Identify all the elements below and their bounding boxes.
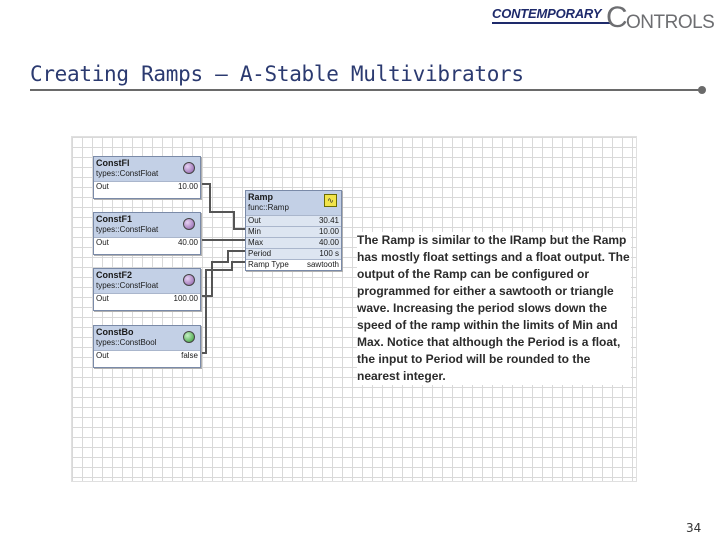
- slot-label: Out: [248, 216, 261, 225]
- slot-value: 30.41: [318, 216, 339, 225]
- slot-label: Period: [248, 249, 272, 258]
- block-padding: [94, 248, 200, 254]
- ramp-wave-icon: ∿: [324, 194, 337, 207]
- constfl-block[interactable]: [93, 156, 201, 199]
- logo-top-text: CONTEMPORARY: [492, 6, 602, 21]
- purple-dot-icon: [183, 218, 195, 230]
- purple-dot-icon: [183, 162, 195, 174]
- block-header: [94, 269, 200, 293]
- block-padding: [94, 361, 200, 367]
- slot-min[interactable]: [246, 226, 341, 237]
- ramp-block[interactable]: [245, 190, 342, 271]
- slot-out[interactable]: [94, 293, 200, 304]
- block-name: ConstF1: [96, 214, 132, 224]
- slot-label: Ramp Type: [248, 260, 289, 269]
- block-header: [94, 157, 200, 181]
- block-type: types::ConstFloat: [96, 225, 159, 234]
- block-type: types::ConstFloat: [96, 169, 159, 178]
- slot-out[interactable]: [246, 215, 341, 226]
- purple-dot-icon: [183, 274, 195, 286]
- slot-out[interactable]: [94, 181, 200, 192]
- block-type: func::Ramp: [248, 203, 289, 212]
- logo-c-letter: C: [606, 1, 628, 34]
- slot-period[interactable]: [246, 248, 341, 259]
- block-header: [246, 191, 341, 215]
- slot-value: 10.00: [318, 227, 339, 236]
- block-name: ConstBo: [96, 327, 134, 337]
- green-dot-icon: [183, 331, 195, 343]
- block-type: types::ConstFloat: [96, 281, 159, 290]
- logo-rest-text: ONTROLS: [626, 12, 715, 33]
- slot-value: false: [181, 351, 198, 360]
- slot-value: 40.00: [318, 238, 339, 247]
- block-padding: [94, 192, 200, 198]
- slot-label: Out: [96, 182, 109, 191]
- block-name: Ramp: [248, 192, 274, 202]
- slot-label: Min: [248, 227, 261, 236]
- slot-out[interactable]: [94, 350, 200, 361]
- wire-constbo-to-ramptype: [200, 262, 246, 353]
- block-padding: [94, 304, 200, 310]
- slot-max[interactable]: [246, 237, 341, 248]
- slot-value: 40.00: [177, 238, 198, 247]
- slot-label: Max: [248, 238, 264, 247]
- slot-value: 100.00: [173, 294, 198, 303]
- slot-label: Out: [96, 238, 109, 247]
- block-header: [94, 213, 200, 237]
- constbo-block[interactable]: [93, 325, 201, 368]
- block-type: types::ConstBool: [96, 338, 157, 347]
- constf2-block[interactable]: [93, 268, 201, 311]
- slot-label: Out: [96, 294, 109, 303]
- page-number: 34: [686, 521, 702, 535]
- slot-value: 100 s: [319, 249, 339, 258]
- block-name: ConstF2: [96, 270, 132, 280]
- constf1-block[interactable]: [93, 212, 201, 255]
- slot-out[interactable]: [94, 237, 200, 248]
- slot-value: 10.00: [177, 182, 198, 191]
- block-header: [94, 326, 200, 350]
- slide-title: Creating Ramps — A-Stable Multivibrators: [30, 62, 524, 86]
- slot-ramp-type[interactable]: [246, 259, 341, 270]
- slot-label: Out: [96, 351, 109, 360]
- wire-constfl-to-min: [200, 184, 246, 229]
- description-text: The Ramp is similar to the IRamp but the Ramp has mostly float settings and a float output. The output of the Ramp can be configured or programmed for either a sawtooth or triangle wave. Increasing the period slows down the speed of the ramp within the limits of Min and Max. Notice that although the Period is a float, the input to Period will be rounded to the nearest integer.: [357, 233, 630, 383]
- block-name: ConstFl: [96, 158, 130, 168]
- slot-value: sawtooth: [306, 260, 339, 269]
